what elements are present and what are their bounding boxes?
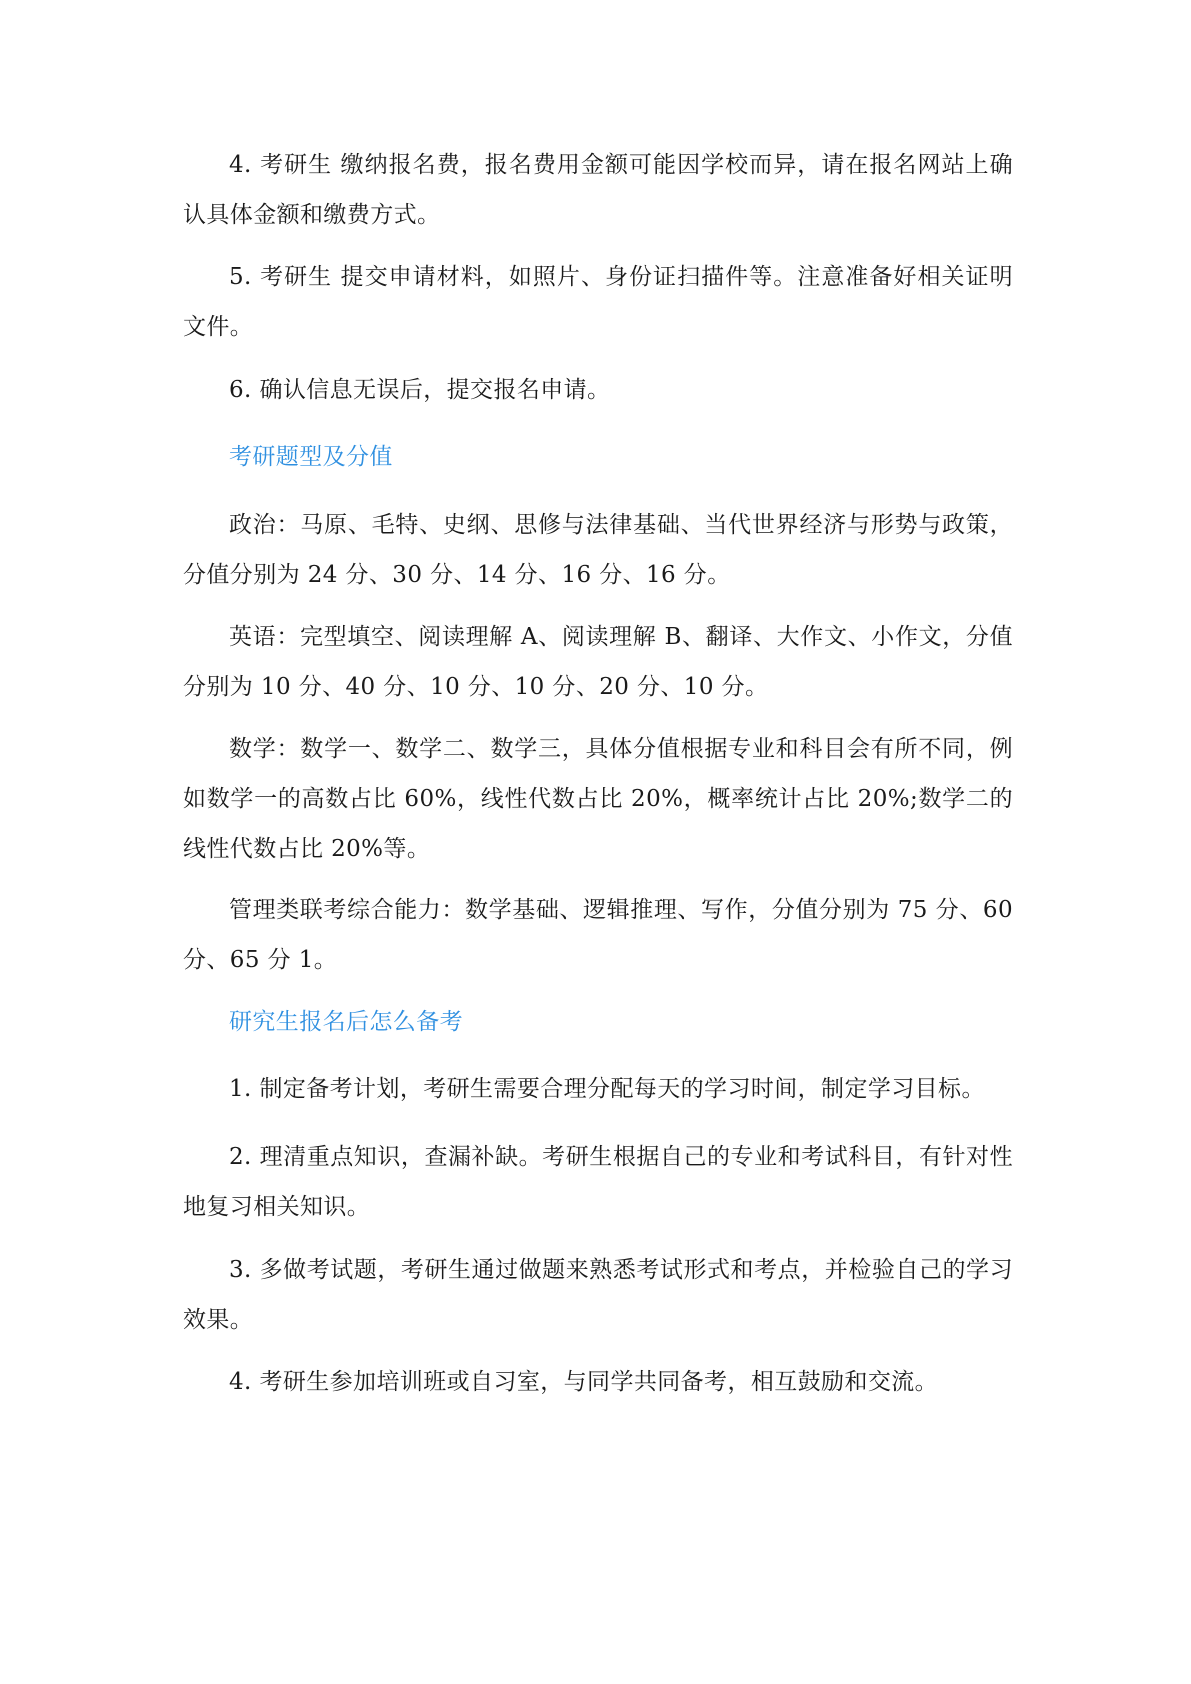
management-paragraph: 管理类联考综合能力：数学基础、逻辑推理、写作，分值分别为 75 分、60 分、65 分 1。 — [183, 897, 1013, 973]
step-5-paragraph: 5. 考研生 提交申请材料，如照片、身份证扫描件等。注意准备好相关证明文件。 — [183, 264, 1013, 340]
prep-step-3-paragraph: 3. 多做考试题，考研生通过做题来熟悉考试形式和考点，并检验自己的学习效果。 — [183, 1257, 1013, 1333]
heading-preparation: 研究生报名后怎么备考 — [229, 1009, 463, 1035]
politics-paragraph: 政治：马原、毛特、史纲、思修与法律基础、当代世界经济与形势与政策，分值分别为 24 分、30 分、14 分、16 分、16 分。 — [183, 512, 1013, 588]
heading-question-types: 考研题型及分值 — [229, 444, 393, 470]
step-6-paragraph: 6. 确认信息无误后，提交报名申请。 — [229, 377, 611, 403]
prep-step-1-paragraph: 1. 制定备考计划，考研生需要合理分配每天的学习时间，制定学习目标。 — [229, 1076, 985, 1102]
english-paragraph: 英语：完型填空、阅读理解 A、阅读理解 B、翻译、大作文、小作文，分值分别为 10 分、40 分、10 分、10 分、20 分、10 分。 — [183, 624, 1013, 700]
math-paragraph: 数学：数学一、数学二、数学三，具体分值根据专业和科目会有所不同，例如数学一的高数占比 60%，线性代数占比 20%，概率统计占比 20%;数学二的线性代数占比 20%等。 — [183, 736, 1013, 862]
prep-step-4-paragraph: 4. 考研生参加培训班或自习室，与同学共同备考，相互鼓励和交流。 — [229, 1369, 939, 1395]
step-4-paragraph: 4. 考研生 缴纳报名费，报名费用金额可能因学校而异，请在报名网站上确认具体金额和缴费方式。 — [183, 152, 1013, 228]
prep-step-2-paragraph: 2. 理清重点知识，查漏补缺。考研生根据自己的专业和考试科目，有针对性地复习相关知识。 — [183, 1144, 1013, 1220]
